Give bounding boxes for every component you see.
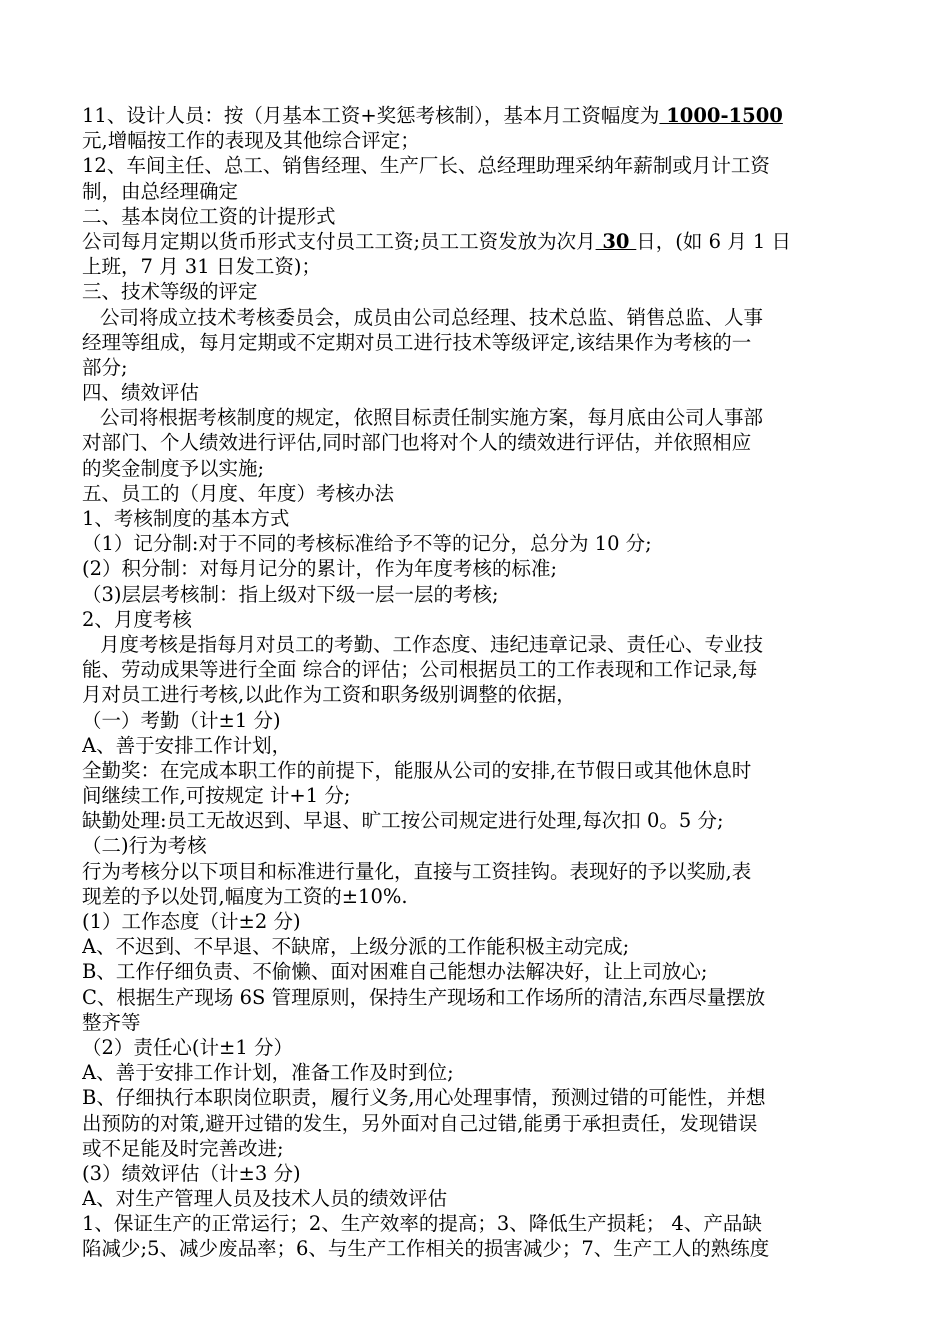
text-line: 上班，7 月 31 日发工资)； bbox=[82, 255, 321, 279]
subsection-heading: 1、考核制度的基本方式 bbox=[82, 507, 290, 530]
text-line: 能、劳动成果等进行全面 综合的评估；公司根据员工的工作表现和工作记录,每 bbox=[82, 658, 758, 682]
text-line: 部分; bbox=[82, 355, 128, 379]
text-line: 全勤奖：在完成本职工作的前提下，能服从公司的安排,在节假日或其他休息时 bbox=[82, 758, 752, 782]
text-line: （3)层层考核制：指上级对下级一层一层的考核; bbox=[82, 582, 499, 606]
text-line: 11、设计人员：按（月基本工资+奖惩考核制），基本月工资幅度为 1000-1500 bbox=[82, 104, 783, 127]
text-line: 整齐等 bbox=[82, 1010, 141, 1034]
text-line: （1）记分制:对于不同的考核标准给予不等的记分，总分为 10 分; bbox=[82, 532, 652, 556]
subsection-heading: （一）考勤（计±1 分) bbox=[82, 708, 281, 732]
text-line: (2）积分制：对每月记分的累计，作为年度考核的标准; bbox=[82, 557, 558, 581]
text-line: B、仔细执行本职岗位职责，履行义务,用心处理事情，预测过错的可能性，并想 bbox=[82, 1086, 766, 1110]
subsection-heading: （2）责任心(计±1 分） bbox=[82, 1035, 293, 1059]
text-line: 12、车间主任、总工、销售经理、生产厂长、总经理助理采纳年薪制或月计工资 bbox=[82, 154, 770, 178]
text-line: 的奖金制度予以实施; bbox=[82, 456, 265, 480]
text-line: 出预防的对策,避开过错的发生，另外面对自己过错,能勇于承担责任，发现错误 bbox=[82, 1111, 758, 1135]
text-line: 现差的予以处罚,幅度为工资的±10%. bbox=[82, 884, 408, 908]
text-line: C、根据生产现场 6S 管理原则，保持生产现场和工作场所的清洁,东西尽量摆放 bbox=[82, 985, 766, 1009]
text-line: 陷减少;5、减少废品率；6、与生产工作相关的损害减少；7、生产工人的熟练度 bbox=[82, 1237, 770, 1261]
text-line: 公司将成立技术考核委员会，成员由公司总经理、技术总监、销售总监、人事 bbox=[100, 305, 764, 329]
underlined-value: 1000-1500 bbox=[659, 104, 783, 127]
text-line: 制，由总经理确定 bbox=[82, 179, 239, 203]
text-line: 缺勤处理:员工无故迟到、早退、旷工按公司规定进行处理,每次扣 0。5 分; bbox=[82, 809, 724, 833]
text-line: A、善于安排工作计划，准备工作及时到位; bbox=[82, 1061, 454, 1085]
text-line: 行为考核分以下项目和标准进行量化，直接与工资挂钩。表现好的予以奖励,表 bbox=[82, 859, 752, 883]
text-line: B、工作仔细负责、不偷懒、面对困难自己能想办法解决好，让上司放心; bbox=[82, 960, 708, 984]
text-line: 公司每月定期以货币形式支付员工工资;员工工资发放为次月 30 日，(如 6 月 1 日 bbox=[82, 229, 792, 253]
subsection-heading: (1）工作态度（计±2 分) bbox=[82, 910, 301, 933]
text-line: 间继续工作,可按规定 计+1 分; bbox=[82, 784, 351, 808]
section-heading: 五、员工的（月度、年度）考核办法 bbox=[82, 481, 395, 505]
section-heading: 三、技术等级的评定 bbox=[82, 280, 258, 304]
text-line: 元,增幅按工作的表现及其他综合评定； bbox=[82, 129, 420, 153]
text-line: 月度考核是指每月对员工的考勤、工作态度、违纪违章记录、责任心、专业技 bbox=[100, 632, 764, 656]
section-heading: 四、绩效评估 bbox=[82, 381, 200, 405]
text-line: 1、保证生产的正常运行；2、生产效率的提高；3、降低生产损耗； 4、产品缺 bbox=[82, 1212, 762, 1236]
text-line: 公司将根据考核制度的规定，依照目标责任制实施方案，每月底由公司人事部 bbox=[100, 406, 764, 430]
text-line: 经理等组成，每月定期或不定期对员工进行技术等级评定,该结果作为考核的一 bbox=[82, 330, 752, 354]
document-body bbox=[82, 103, 870, 1262]
subsection-heading: 2、月度考核 bbox=[82, 607, 192, 631]
subsection-heading: (3）绩效评估（计±3 分) bbox=[82, 1161, 301, 1185]
section-heading: 二、基本岗位工资的计提形式 bbox=[82, 204, 336, 228]
text-line: A、不迟到、不早退、不缺席，上级分派的工作能积极主动完成; bbox=[82, 935, 630, 959]
underlined-value: 30 bbox=[595, 229, 637, 253]
text-line: 对部门、个人绩效进行评估,同时部门也将对个人的绩效进行评估，并依照相应 bbox=[82, 431, 752, 455]
text-line: 月对员工进行考核,以此作为工资和职务级别调整的依据， bbox=[82, 683, 576, 707]
text-line: A、善于安排工作计划， bbox=[82, 733, 292, 757]
text-line: A、对生产管理人员及技术人员的绩效评估 bbox=[82, 1187, 448, 1211]
text-line: 或不足能及时完善改进; bbox=[82, 1136, 284, 1160]
subsection-heading: （二)行为考核 bbox=[82, 834, 207, 858]
